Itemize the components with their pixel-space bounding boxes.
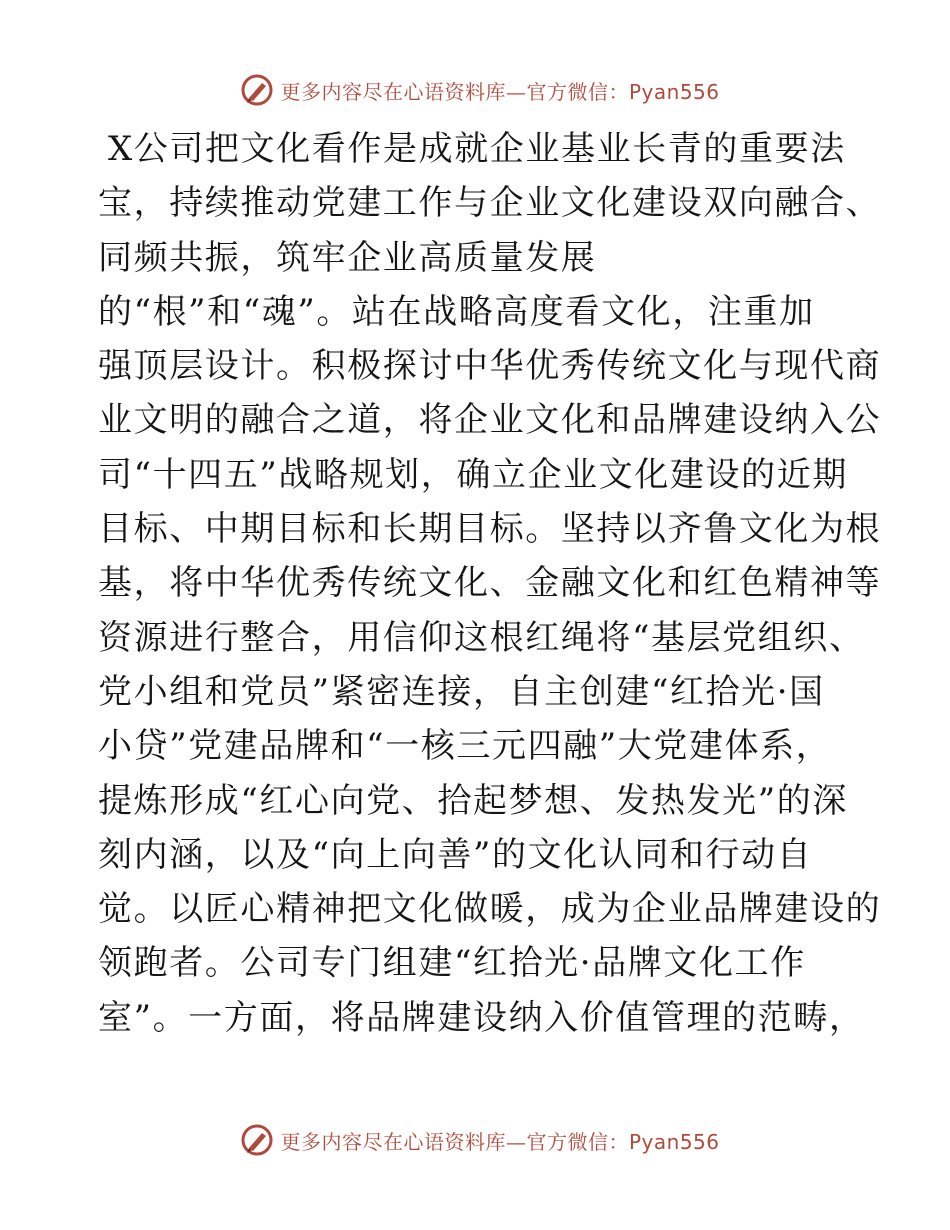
text-line: 室”。一方面，将品牌建设纳入价值管理的范畴， <box>98 997 865 1038</box>
text-line: 目标、中期目标和长期目标。坚持以齐鲁文化为根 <box>98 509 882 550</box>
text-line: 司“十四五”战略规划，确立企业文化建设的近期 <box>98 454 848 495</box>
footer-banner-content <box>240 1123 719 1157</box>
text-line: 领跑者。公司专门组建“红拾光·品牌文化工作 <box>98 943 806 984</box>
header-banner-label: 更多内容尽在心语资料库—官方微信： <box>280 79 629 104</box>
text-line: 刻内涵，以及“向上向善”的文化认同和行动自 <box>98 834 813 875</box>
header-wechat-id: Pyan556 <box>628 79 720 104</box>
text-line: 基，将中华优秀传统文化、金融文化和红色精神等 <box>98 563 882 604</box>
text-line: 小贷”党建品牌和“一核三元四融”大党建体系， <box>98 726 832 767</box>
footer-banner-text <box>280 1126 719 1155</box>
header-banner-text <box>280 76 719 105</box>
document-body <box>98 122 882 1045</box>
text-line: 党小组和党员”紧密连接，自主创建“红拾光·国 <box>98 671 825 712</box>
footer-wechat-id: Pyan556 <box>628 1129 720 1154</box>
red-pen-circle-icon <box>240 1123 274 1157</box>
text-line: 提炼形成“红心向党、拾起梦想、发热发光”的深 <box>98 780 848 821</box>
text-line: 业文明的融合之道，将企业文化和品牌建设纳入公 <box>98 400 882 441</box>
text-line: 觉。以匠心精神把文化做暖，成为企业品牌建设的 <box>98 889 882 930</box>
text-line: 宝，持续推动党建工作与企业文化建设双向融合、 <box>98 183 882 224</box>
header-banner-content <box>240 73 719 107</box>
header-banner <box>0 70 950 110</box>
text-line: X公司把文化看作是成就企业基业长青的重要法 <box>108 129 846 169</box>
text-line: 强顶层设计。积极探讨中华优秀传统文化与现代商 <box>98 346 882 387</box>
footer-banner-label: 更多内容尽在心语资料库—官方微信： <box>280 1129 629 1154</box>
text-line: 资源进行整合，用信仰这根红绳将“基层党组织、 <box>98 617 865 658</box>
text-line: 的“根”和“魂”。站在战略高度看文化，注重加 <box>98 291 815 332</box>
footer-banner <box>0 1120 950 1160</box>
text-line: 同频共振，筑牢企业高质量发展 <box>98 237 597 278</box>
red-pen-circle-icon <box>240 73 274 107</box>
